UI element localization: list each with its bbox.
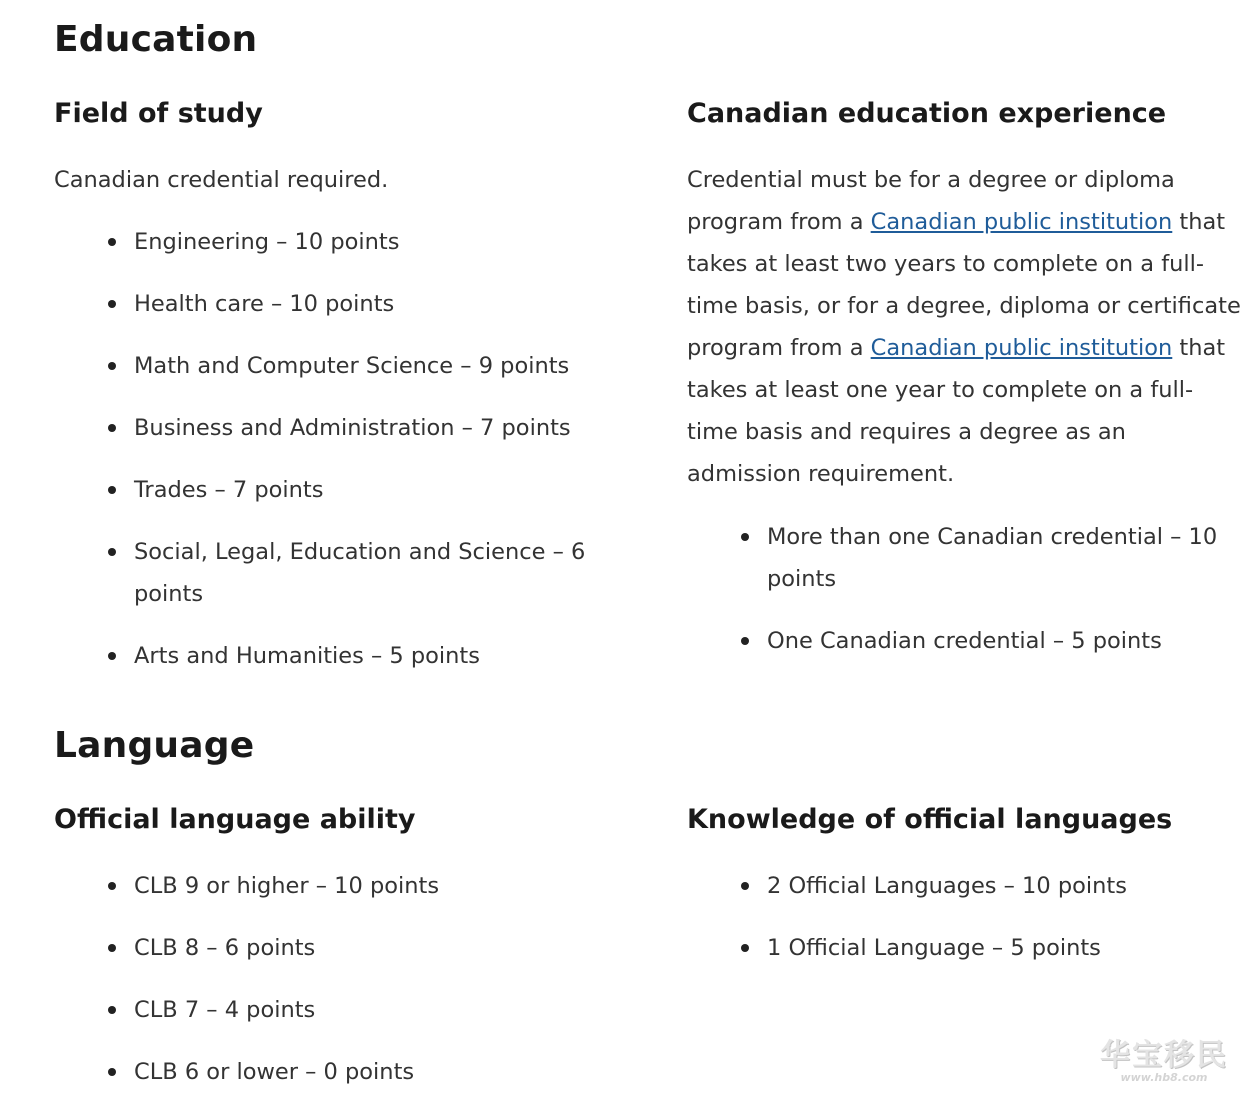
list-item: 2 Official Languages – 10 points [741, 865, 1231, 907]
watermark-text: 华宝移民 [1100, 1037, 1228, 1073]
language-knowledge-list [741, 865, 1231, 989]
section-heading-language: Language [54, 725, 255, 766]
list-item: CLB 6 or lower – 0 points [108, 1051, 608, 1093]
subheading-canadian-education-experience: Canadian education experience [687, 98, 1167, 129]
subheading-knowledge-official-languages: Knowledge of official languages [687, 804, 1173, 835]
list-item: CLB 8 – 6 points [108, 927, 608, 969]
list-item: Arts and Humanities – 5 points [108, 635, 608, 677]
subheading-field-of-study: Field of study [54, 98, 263, 129]
subheading-official-language-ability: Official language ability [54, 804, 416, 835]
field-of-study-list [108, 221, 608, 697]
list-item: Business and Administration – 7 points [108, 407, 608, 449]
list-item: More than one Canadian credential – 10 points [741, 516, 1231, 600]
paragraph-text: that takes at least two years to complete on a full-time basis, or for a degree, diploma or certificate program from a [687, 209, 1241, 361]
canadian-education-paragraph [687, 159, 1243, 495]
list-item: Health care – 10 points [108, 283, 608, 325]
section-heading-education: Education [54, 19, 258, 60]
list-item: 1 Official Language – 5 points [741, 927, 1231, 969]
paragraph-text: that takes at least one year to complete on a full-time basis and requires a degree as an admission requirement. [687, 335, 1226, 487]
paragraph-text: Credential must be for a degree or diploma program from a [687, 167, 1175, 235]
watermark-url: www.hb8.com [1120, 1070, 1208, 1084]
list-item: One Canadian credential – 5 points [741, 620, 1231, 662]
watermark-logo [1100, 1037, 1228, 1084]
canadian-public-institution-link[interactable]: Canadian public institution [870, 335, 1173, 361]
list-item: CLB 9 or higher – 10 points [108, 865, 608, 907]
list-item: CLB 7 – 4 points [108, 989, 608, 1031]
field-of-study-intro: Canadian credential required. [54, 167, 389, 193]
list-item: Trades – 7 points [108, 469, 608, 511]
list-item: Social, Legal, Education and Science – 6 points [108, 531, 608, 615]
canadian-credential-list [741, 516, 1231, 682]
language-ability-list [108, 865, 608, 1113]
list-item: Engineering – 10 points [108, 221, 608, 263]
canadian-public-institution-link[interactable]: Canadian public institution [870, 209, 1173, 235]
list-item: Math and Computer Science – 9 points [108, 345, 608, 387]
